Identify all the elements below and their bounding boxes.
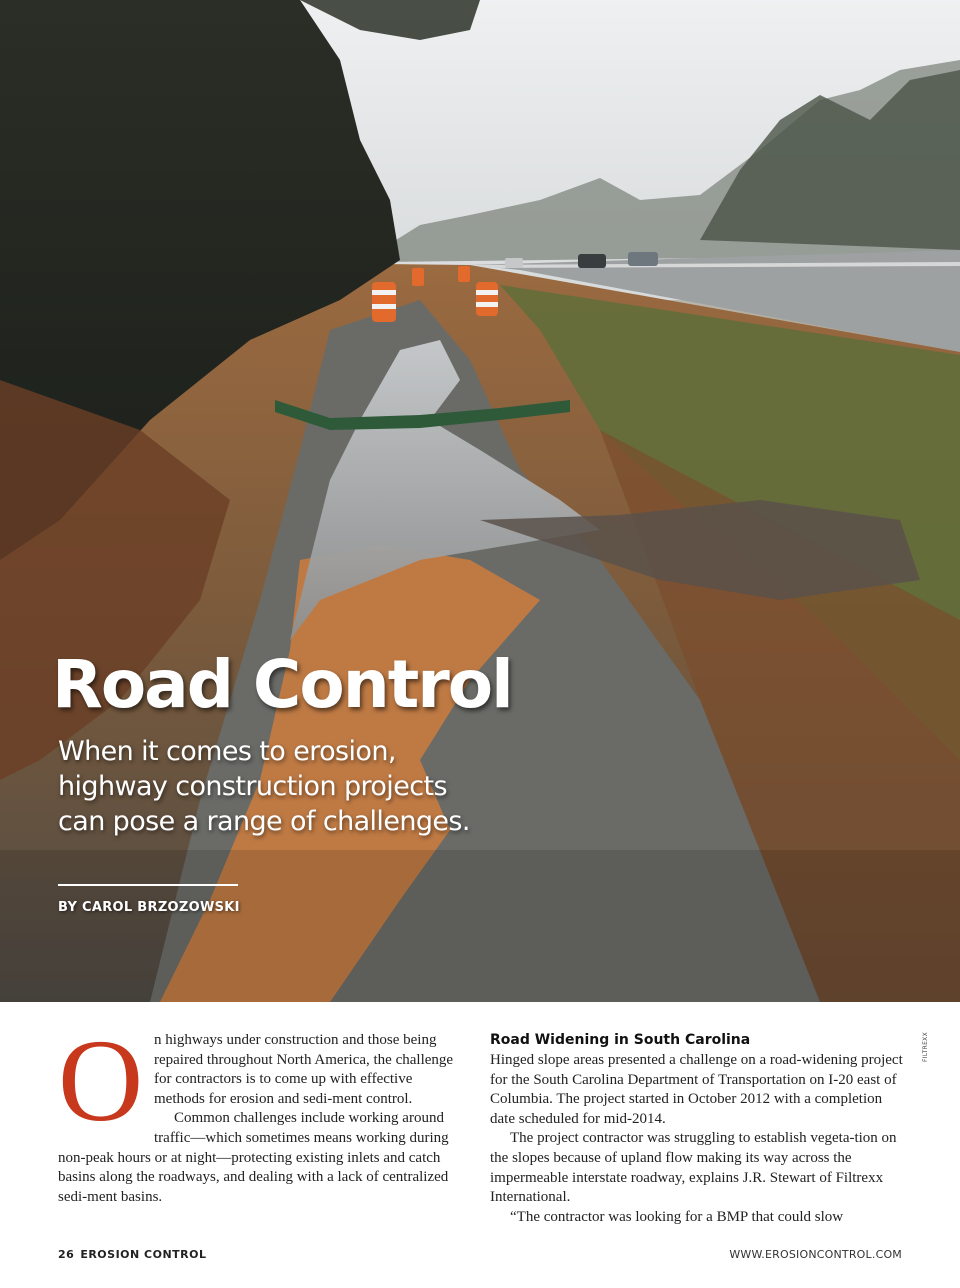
article-byline: BY CAROL BRZOZOWSKI xyxy=(58,900,240,915)
body-paragraph: The project contractor was struggling to establish vegeta-tion on the slopes because of upland flow making its way across the impermeable interstate roadway, explains J.R. Stewart of Filtrexx International. xyxy=(490,1130,897,1206)
page-number: 26 xyxy=(58,1248,75,1261)
article-deck: When it comes to erosion, highway construction projects can pose a range of challenges. xyxy=(58,736,470,837)
right-column xyxy=(490,1031,904,1227)
byline-divider xyxy=(58,884,238,886)
magazine-name: EROSION CONTROL xyxy=(80,1248,207,1261)
photo-credit: FILTREXX xyxy=(922,1032,929,1062)
article-headline: Road Control xyxy=(52,646,512,723)
page-footer-left xyxy=(58,1248,207,1261)
section-heading: Road Widening in South Carolina xyxy=(490,1032,751,1048)
body-paragraph: Hinged slope areas presented a challenge on a road-widening project for the South Carolina Department of Transportation on I-20 east of Columbia. The project started in October 2012 with a completion date scheduled for mid-2014. xyxy=(490,1052,903,1127)
lead-paragraph xyxy=(58,1015,462,1146)
lead-text: n highways under construction and those being repaired throughout North America, the challenge for contractors is to come up with effective methods for erosion and sedi-ment control. xyxy=(154,1032,454,1107)
body-paragraph: “The contractor was looking for a BMP that could slow xyxy=(510,1208,844,1225)
left-column xyxy=(58,1015,462,1207)
website-url: WWW.EROSIONCONTROL.COM xyxy=(729,1248,902,1261)
body-paragraph: Common challenges include working around traffic—which sometimes means working during non-peak hours or at night—protecting existing inlets and catch basins along the roadways, and dealing with a lack of centralized sedi-ment basins. xyxy=(58,1110,449,1205)
drop-cap: O xyxy=(58,1015,144,1146)
